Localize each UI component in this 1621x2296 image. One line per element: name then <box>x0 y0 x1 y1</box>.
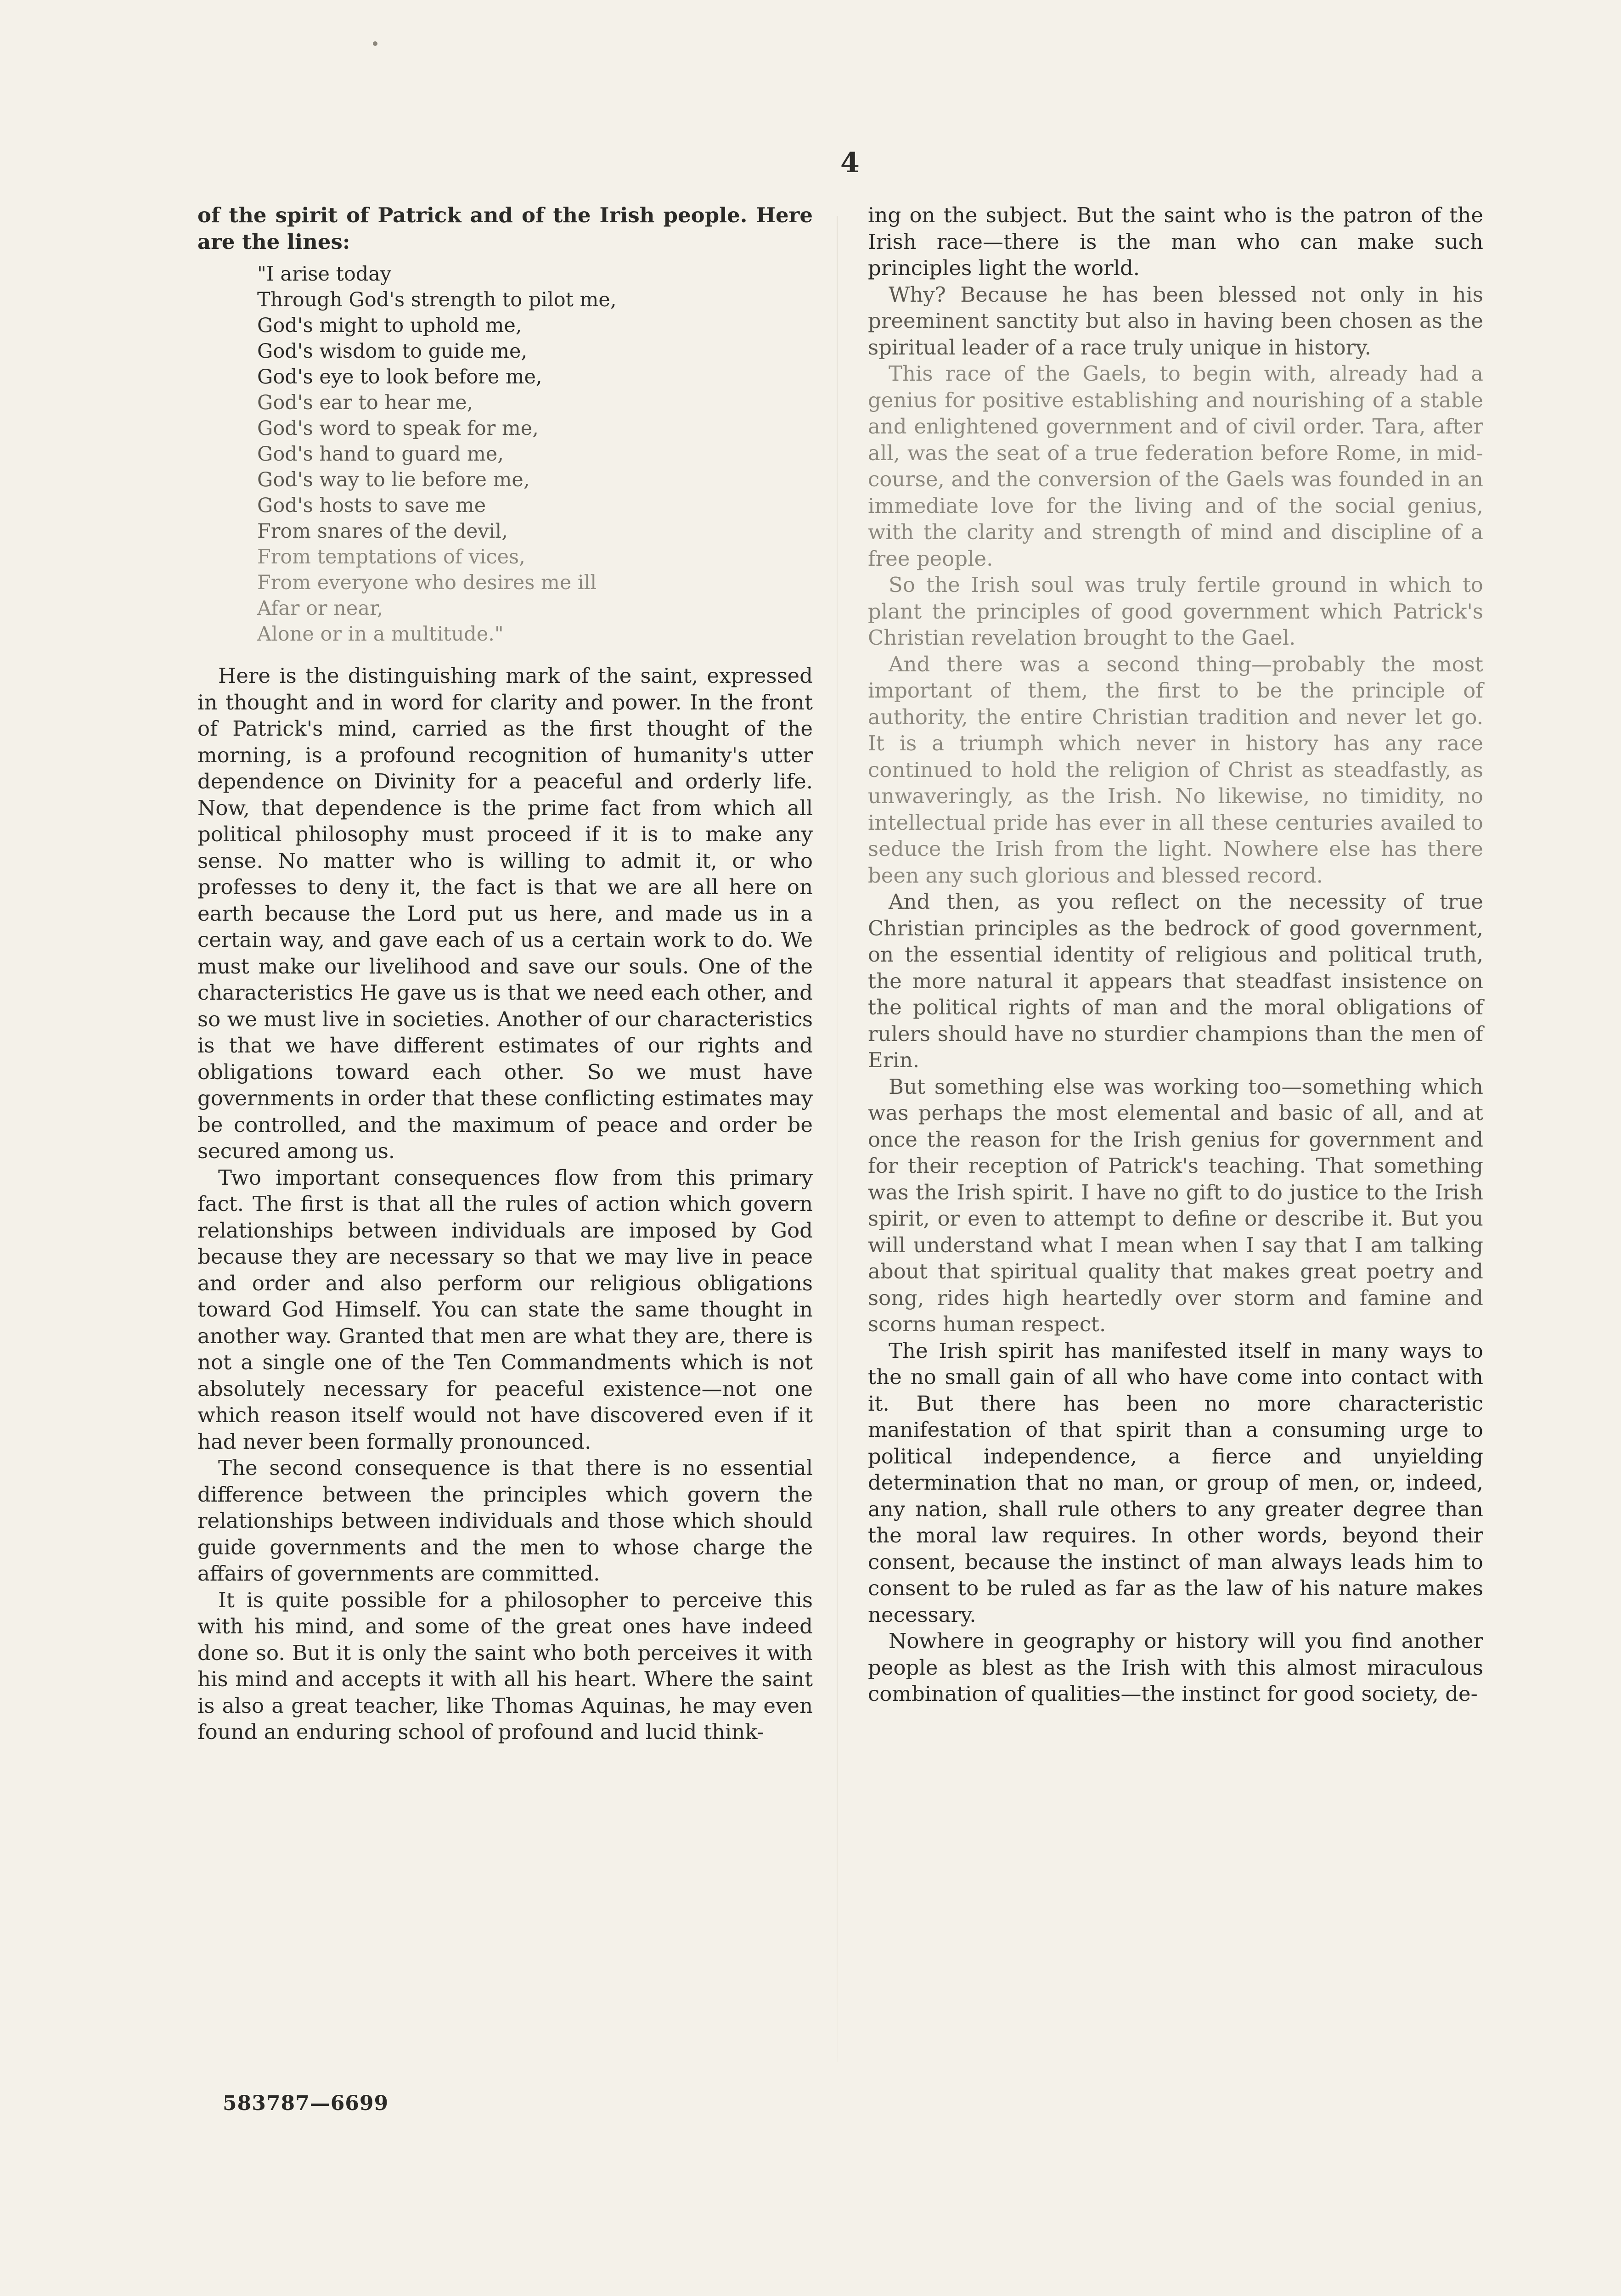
poem-line: God's wisdom to guide me, <box>257 340 528 363</box>
left-intro-paragraph: of the spirit of Patrick and of the Irish people. Here are the lines: <box>197 203 813 254</box>
poem-line: From everyone who desires me ill <box>257 571 597 594</box>
page-number: 4 <box>840 147 860 179</box>
left-column <box>197 202 813 1745</box>
poem-line: Afar or near, <box>257 597 383 620</box>
poem-line: God's might to uphold me, <box>257 314 522 337</box>
body-paragraph: And then, as you reflect on the necessity of true Christian principles as the bedrock of good government, on the essential identity of religious and political truth, the more natural it appears that steadfast insistence on the political rights of man and the moral obligations of rulers should have no sturdier champions than the men of Erin. <box>868 889 1483 1072</box>
poem-block <box>257 261 813 647</box>
body-paragraph: And there was a second thing—probably the most important of them, the first to be the principle of authority, the entire Christian tradition and never let go. It is a triumph which never in history has any race continued to hold the religion of Christ as steadfastly, as unwaveringly, as the Irish. No likewise, no timidity, no intellectual pride has ever in all these centuries availed to seduce the Irish from the light. Nowhere else has there been any such glorious and blessed record. <box>868 652 1483 888</box>
poem-line: God's hosts to save me <box>257 494 486 517</box>
body-paragraph: But something else was working too—something which was perhaps the most elemental and basic of all, and at once the reason for the Irish genius for government and for their reception of Patrick's teaching. That something was the Irish spirit. I have no gift to do justice to the Irish spirit, or even to attempt to define or describe it. But you will understand what I mean when I say that I am talking about that spiritual quality that makes great poetry and song, rides high heartedly over storm and famine and scorns human respect. <box>868 1074 1483 1336</box>
poem-line: God's way to lie before me, <box>257 468 530 491</box>
poem-line: God's word to speak for me, <box>257 417 539 440</box>
body-paragraph: So the Irish soul was truly fertile ground in which to plant the principles of good government which Patrick's Christian revelation brought to the Gael. <box>868 573 1483 650</box>
poem-line: Through God's strength to pilot me, <box>257 288 617 311</box>
poem-line: From snares of the devil, <box>257 520 508 543</box>
body-paragraph: The second consequence is that there is no essential difference between the principles which govern the relationships between individuals and those which should guide governments and the men to whose charge the affairs of governments are committed. <box>197 1456 813 1586</box>
body-paragraph: It is quite possible for a philosopher to perceive this with his mind, and some of the great ones have indeed done so. But it is only the saint who both perceives it with his mind and accepts it with all his heart. Where the saint is also a great teacher, like Thomas Aquinas, he may even found an enduring school of profound and lucid think- <box>197 1587 813 1744</box>
poem-line: God's ear to hear me, <box>257 391 473 414</box>
body-paragraph: Here is the distinguishing mark of the saint, expressed in thought and in word for clarity and power. In the front of Patrick's mind, carried as the first thought of the morning, is a profound recognition of humanity's utter dependence on Divinity for a peaceful and orderly life. Now, that dependence is the prime fact from which all political philosophy must proceed if it is to make any sense. No matter who is willing to admit it, or who professes to deny it, the fact is that we are all here on earth because the Lord put us here, and made us in a certain way, and gave each of us a certain work to do. We must make our livelihood and save our souls. One of the characteristics He gave us is that we need each other, and so we must live in societies. Another of our characteristics is that we have different estimates of our rights and obligations toward each other. So we must have governments in order that these conflicting estimates may be controlled, and the maximum of peace and order be secured among us. <box>197 664 813 1163</box>
poem-line: Alone or in a multitude." <box>257 623 504 646</box>
poem-line: From temptations of vices, <box>257 546 525 568</box>
poem-line: God's hand to guard me, <box>257 443 504 466</box>
paper-speck <box>373 41 377 46</box>
body-paragraph: Why? Because he has been blessed not only in his preeminent sanctity but also in having been chosen as the spiritual leader of a race truly unique in history. <box>868 282 1483 360</box>
body-paragraph: The Irish spirit has manifested itself in many ways to the no small gain of all who have come into contact with it. But there has been no more characteristic manifestation of that spirit than a consuming urge to political independence, a fierce and unyielding determination that no man, or group of men, or, indeed, any nation, shall rule others to any greater degree than the moral law requires. In other words, beyond their consent, because the instinct of man always leads him to consent to be ruled as far as the law of his nature makes necessary. <box>868 1338 1483 1627</box>
body-paragraph: This race of the Gaels, to begin with, already had a genius for positive establishing and nourishing of a stable and enlightened government and of civil order. Tara, after all, was the seat of a true federation before Rome, in mid-course, and the conversion of the Gaels was founded in an immediate love for the living and of the social genius, with the clarity and strength of mind and discipline of a free people. <box>868 361 1483 571</box>
body-paragraph: Two important consequences flow from this primary fact. The first is that all the rules of action which govern relationships between individuals are imposed by God because they are necessary so that we may live in peace and order and also perform our religious obligations toward God Himself. You can state the same thought in another way. Granted that men are what they are, there is not a single one of the Ten Commandments which is not absolutely necessary for peaceful existence—not one which reason itself would not have discovered even if it had never been formally pronounced. <box>197 1165 813 1454</box>
poem-line: "I arise today <box>257 263 392 286</box>
right-column <box>868 202 1483 1707</box>
column-gutter <box>837 216 838 2062</box>
print-code: 583787—6699 <box>223 2092 389 2115</box>
body-paragraph: Nowhere in geography or history will you find another people as blest as the Irish with this almost miraculous combination of qualities—the instinct for good society, de- <box>868 1629 1483 1706</box>
body-paragraph: ing on the subject. But the saint who is the patron of the Irish race—there is the man who can make such principles light the world. <box>868 203 1483 280</box>
poem-line: God's eye to look before me, <box>257 366 542 388</box>
